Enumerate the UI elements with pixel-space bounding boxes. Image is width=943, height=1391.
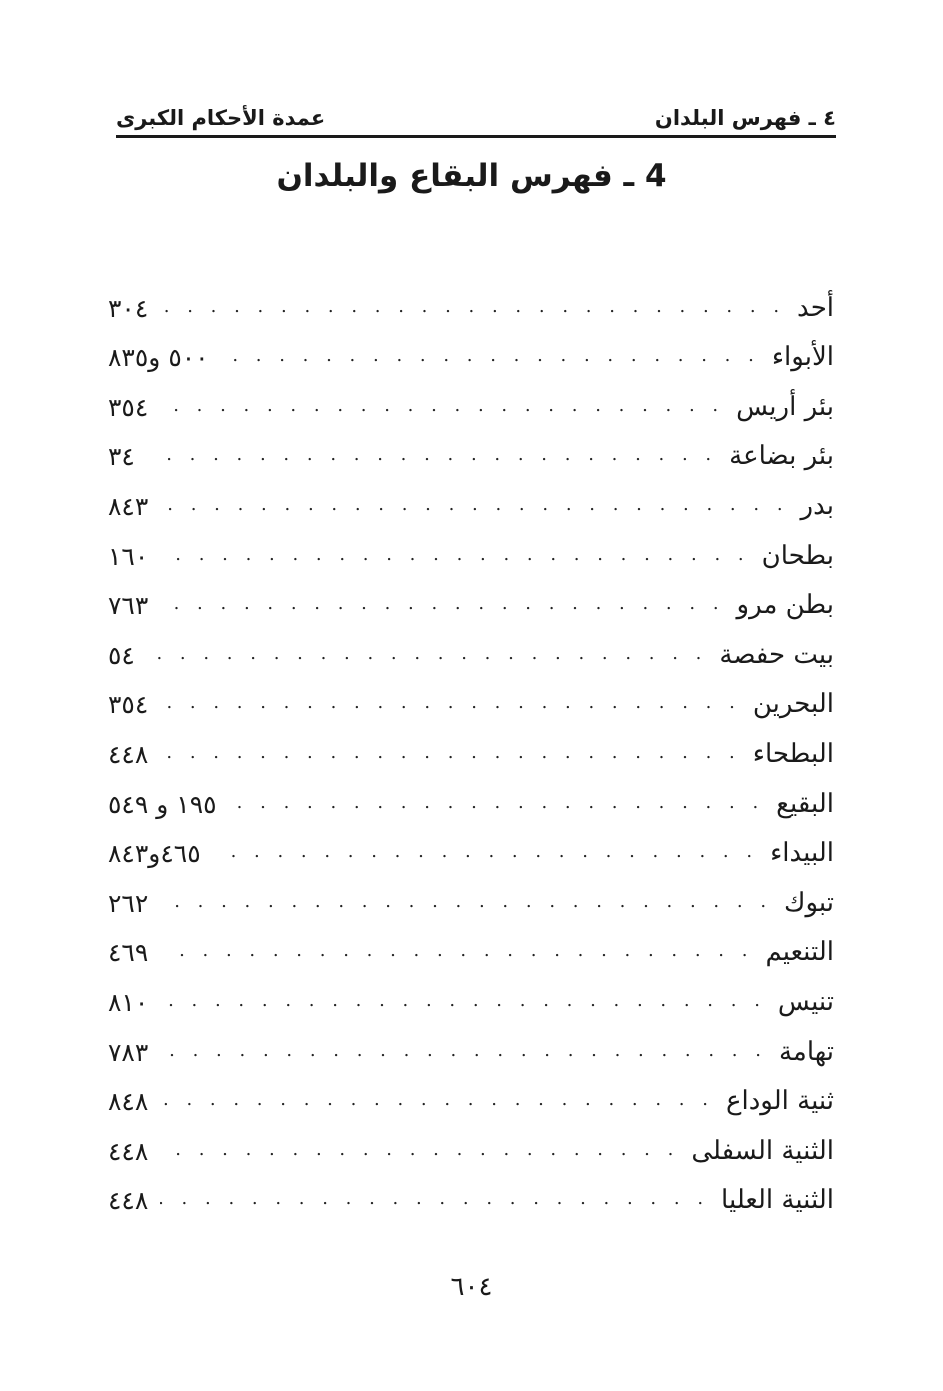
entry-name: بئر أريس	[736, 391, 834, 422]
dot-leader	[160, 1089, 714, 1110]
dot-leader	[213, 841, 758, 862]
entry-pages: ٤٤٨	[108, 1136, 149, 1166]
entry-pages: ٧٨٣	[108, 1037, 149, 1067]
index-entry	[108, 868, 834, 918]
dot-leader	[160, 891, 772, 912]
dot-leader	[160, 1139, 679, 1160]
entry-name: بدر	[800, 490, 834, 521]
dot-leader	[160, 692, 741, 713]
index-entry	[108, 719, 834, 769]
index-entry	[108, 620, 834, 670]
entry-name: تهامة	[778, 1036, 834, 1067]
index-entry	[108, 521, 834, 571]
index-entry	[108, 1017, 834, 1067]
entry-pages: ٥٠٠ و٨٣٥	[108, 343, 209, 373]
entry-name: تبوك	[784, 887, 834, 918]
index-entry	[108, 769, 834, 819]
entry-name: بطن مرو	[736, 590, 834, 621]
dot-leader	[160, 395, 724, 416]
entry-name: البطحاء	[752, 738, 834, 769]
entry-pages: ١٩٥ و ٥٤٩	[108, 789, 217, 819]
entry-pages: ٤٤٨	[108, 1186, 149, 1216]
dot-leader	[160, 1040, 767, 1061]
entry-pages: ٣٠٤	[108, 293, 149, 323]
entry-pages: ٤٦٥و٨٤٣	[108, 839, 201, 869]
dot-leader	[160, 296, 785, 317]
dot-leader	[160, 990, 766, 1011]
index-entry	[108, 967, 834, 1017]
running-header	[116, 100, 836, 130]
index-entry	[108, 1067, 834, 1117]
entry-name: بئر بضاعة	[729, 441, 834, 472]
index-entry	[108, 1166, 834, 1216]
entry-name: ثنية الوداع	[725, 1086, 834, 1117]
index-entry	[108, 571, 834, 621]
header-book-title: عمدة الأحكام الكبرى	[116, 106, 326, 130]
entry-pages: ٣٥٤	[108, 690, 149, 720]
dot-leader	[160, 593, 724, 614]
header-rule	[116, 135, 836, 138]
page-number: ٦٠٤	[450, 1272, 493, 1302]
entry-name: بيت حفصة	[719, 639, 834, 670]
dot-leader	[147, 643, 708, 664]
entry-pages: ٨٤٣	[108, 491, 149, 521]
entry-pages: ٧٦٣	[108, 591, 149, 621]
entry-pages: ٣٤	[108, 442, 135, 472]
entry-pages: ٣٥٤	[108, 392, 149, 422]
entry-pages: ٤٤٨	[108, 739, 149, 769]
index-list	[108, 273, 834, 1215]
entry-name: الثنية السفلى	[691, 1135, 834, 1166]
entry-name: أحد	[797, 292, 834, 323]
dot-leader	[147, 444, 717, 465]
dot-leader	[221, 345, 760, 366]
entry-name: تنيس	[777, 986, 834, 1017]
index-entry	[108, 1116, 834, 1166]
index-entry	[108, 372, 834, 422]
header-section-title: ٤ ـ فهرس البلدان	[654, 106, 836, 130]
entry-name: بطحان	[761, 540, 834, 571]
entry-name: الثنية العليا	[721, 1185, 834, 1216]
dot-leader	[160, 494, 788, 515]
entry-name: البقيع	[776, 788, 834, 819]
dot-leader	[160, 544, 749, 565]
index-entry	[108, 471, 834, 521]
dot-leader	[229, 792, 765, 813]
dot-leader	[160, 940, 753, 961]
index-entry	[108, 273, 834, 323]
dot-leader	[160, 742, 740, 763]
entry-name: التنعيم	[765, 937, 834, 968]
index-entry	[108, 819, 834, 869]
entry-pages: ٥٤	[108, 640, 135, 670]
index-entry	[108, 670, 834, 720]
entry-pages: ٢٦٢	[108, 888, 149, 918]
page-title: 4 ـ فهرس البقاع والبلدان	[276, 158, 667, 194]
entry-pages: ٨١٠	[108, 987, 149, 1017]
index-entry	[108, 918, 834, 968]
entry-pages: ٨٤٨	[108, 1087, 149, 1117]
entry-name: الأبواء	[771, 342, 834, 373]
index-entry	[108, 422, 834, 472]
entry-pages: ١٦٠	[108, 541, 149, 571]
entry-pages: ٤٦٩	[108, 938, 149, 968]
dot-leader	[160, 1188, 709, 1209]
index-entry	[108, 323, 834, 373]
entry-name: البحرين	[752, 689, 834, 720]
entry-name: البيداء	[770, 838, 834, 869]
